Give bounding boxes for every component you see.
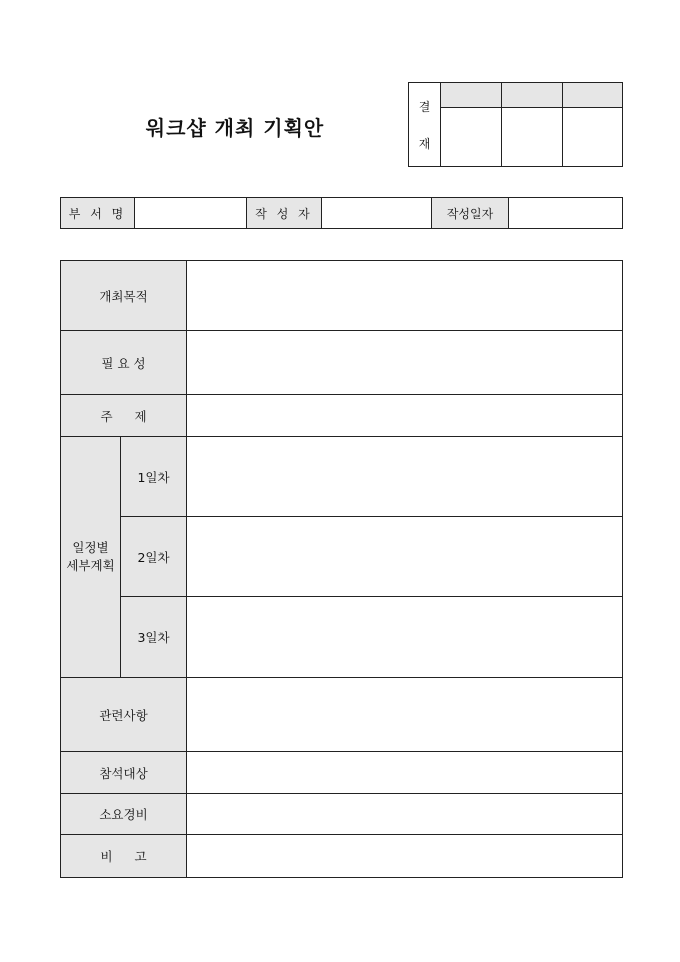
- necessity-field[interactable]: [187, 331, 623, 395]
- day2-label: 2일차: [121, 517, 187, 597]
- approval-sign-cell-1[interactable]: [441, 108, 502, 167]
- writer-field[interactable]: [322, 198, 432, 229]
- cost-label: 소요경비: [61, 794, 187, 835]
- approval-sign-cell-3[interactable]: [563, 108, 623, 167]
- dept-field[interactable]: [135, 198, 247, 229]
- approval-header-cell-2: [502, 83, 563, 108]
- dept-label: 부 서 명: [61, 198, 135, 229]
- purpose-field[interactable]: [187, 261, 623, 331]
- day1-label: 1일차: [121, 437, 187, 517]
- approval-label-top: 결: [418, 99, 431, 114]
- attendees-label: 참석대상: [61, 752, 187, 794]
- remarks-field[interactable]: [187, 835, 623, 878]
- plan-table: [60, 260, 623, 878]
- purpose-label: 개최목적: [61, 261, 187, 331]
- schedule-group-label: 일정별 세부계획: [61, 437, 121, 678]
- cost-field[interactable]: [187, 794, 623, 835]
- remarks-label: 비 고: [61, 835, 187, 878]
- info-table: [60, 197, 623, 229]
- approval-header-cell-1: [441, 83, 502, 108]
- date-field[interactable]: [509, 198, 623, 229]
- related-field[interactable]: [187, 678, 623, 752]
- date-label: 작성일자: [432, 198, 509, 229]
- approval-box: [408, 82, 623, 167]
- necessity-label: 필 요 성: [61, 331, 187, 395]
- related-label: 관련사항: [61, 678, 187, 752]
- approval-header-cell-3: [563, 83, 623, 108]
- day2-field[interactable]: [187, 517, 623, 597]
- day3-field[interactable]: [187, 597, 623, 678]
- approval-sign-cell-2[interactable]: [502, 108, 563, 167]
- subject-field[interactable]: [187, 395, 623, 437]
- attendees-field[interactable]: [187, 752, 623, 794]
- writer-label: 작 성 자: [247, 198, 322, 229]
- approval-label-bottom: 재: [418, 136, 431, 151]
- subject-label: 주 제: [61, 395, 187, 437]
- document-title: 워크샵 개최 기획안: [145, 116, 325, 140]
- approval-label: [409, 83, 441, 167]
- day3-label: 3일차: [121, 597, 187, 678]
- day1-field[interactable]: [187, 437, 623, 517]
